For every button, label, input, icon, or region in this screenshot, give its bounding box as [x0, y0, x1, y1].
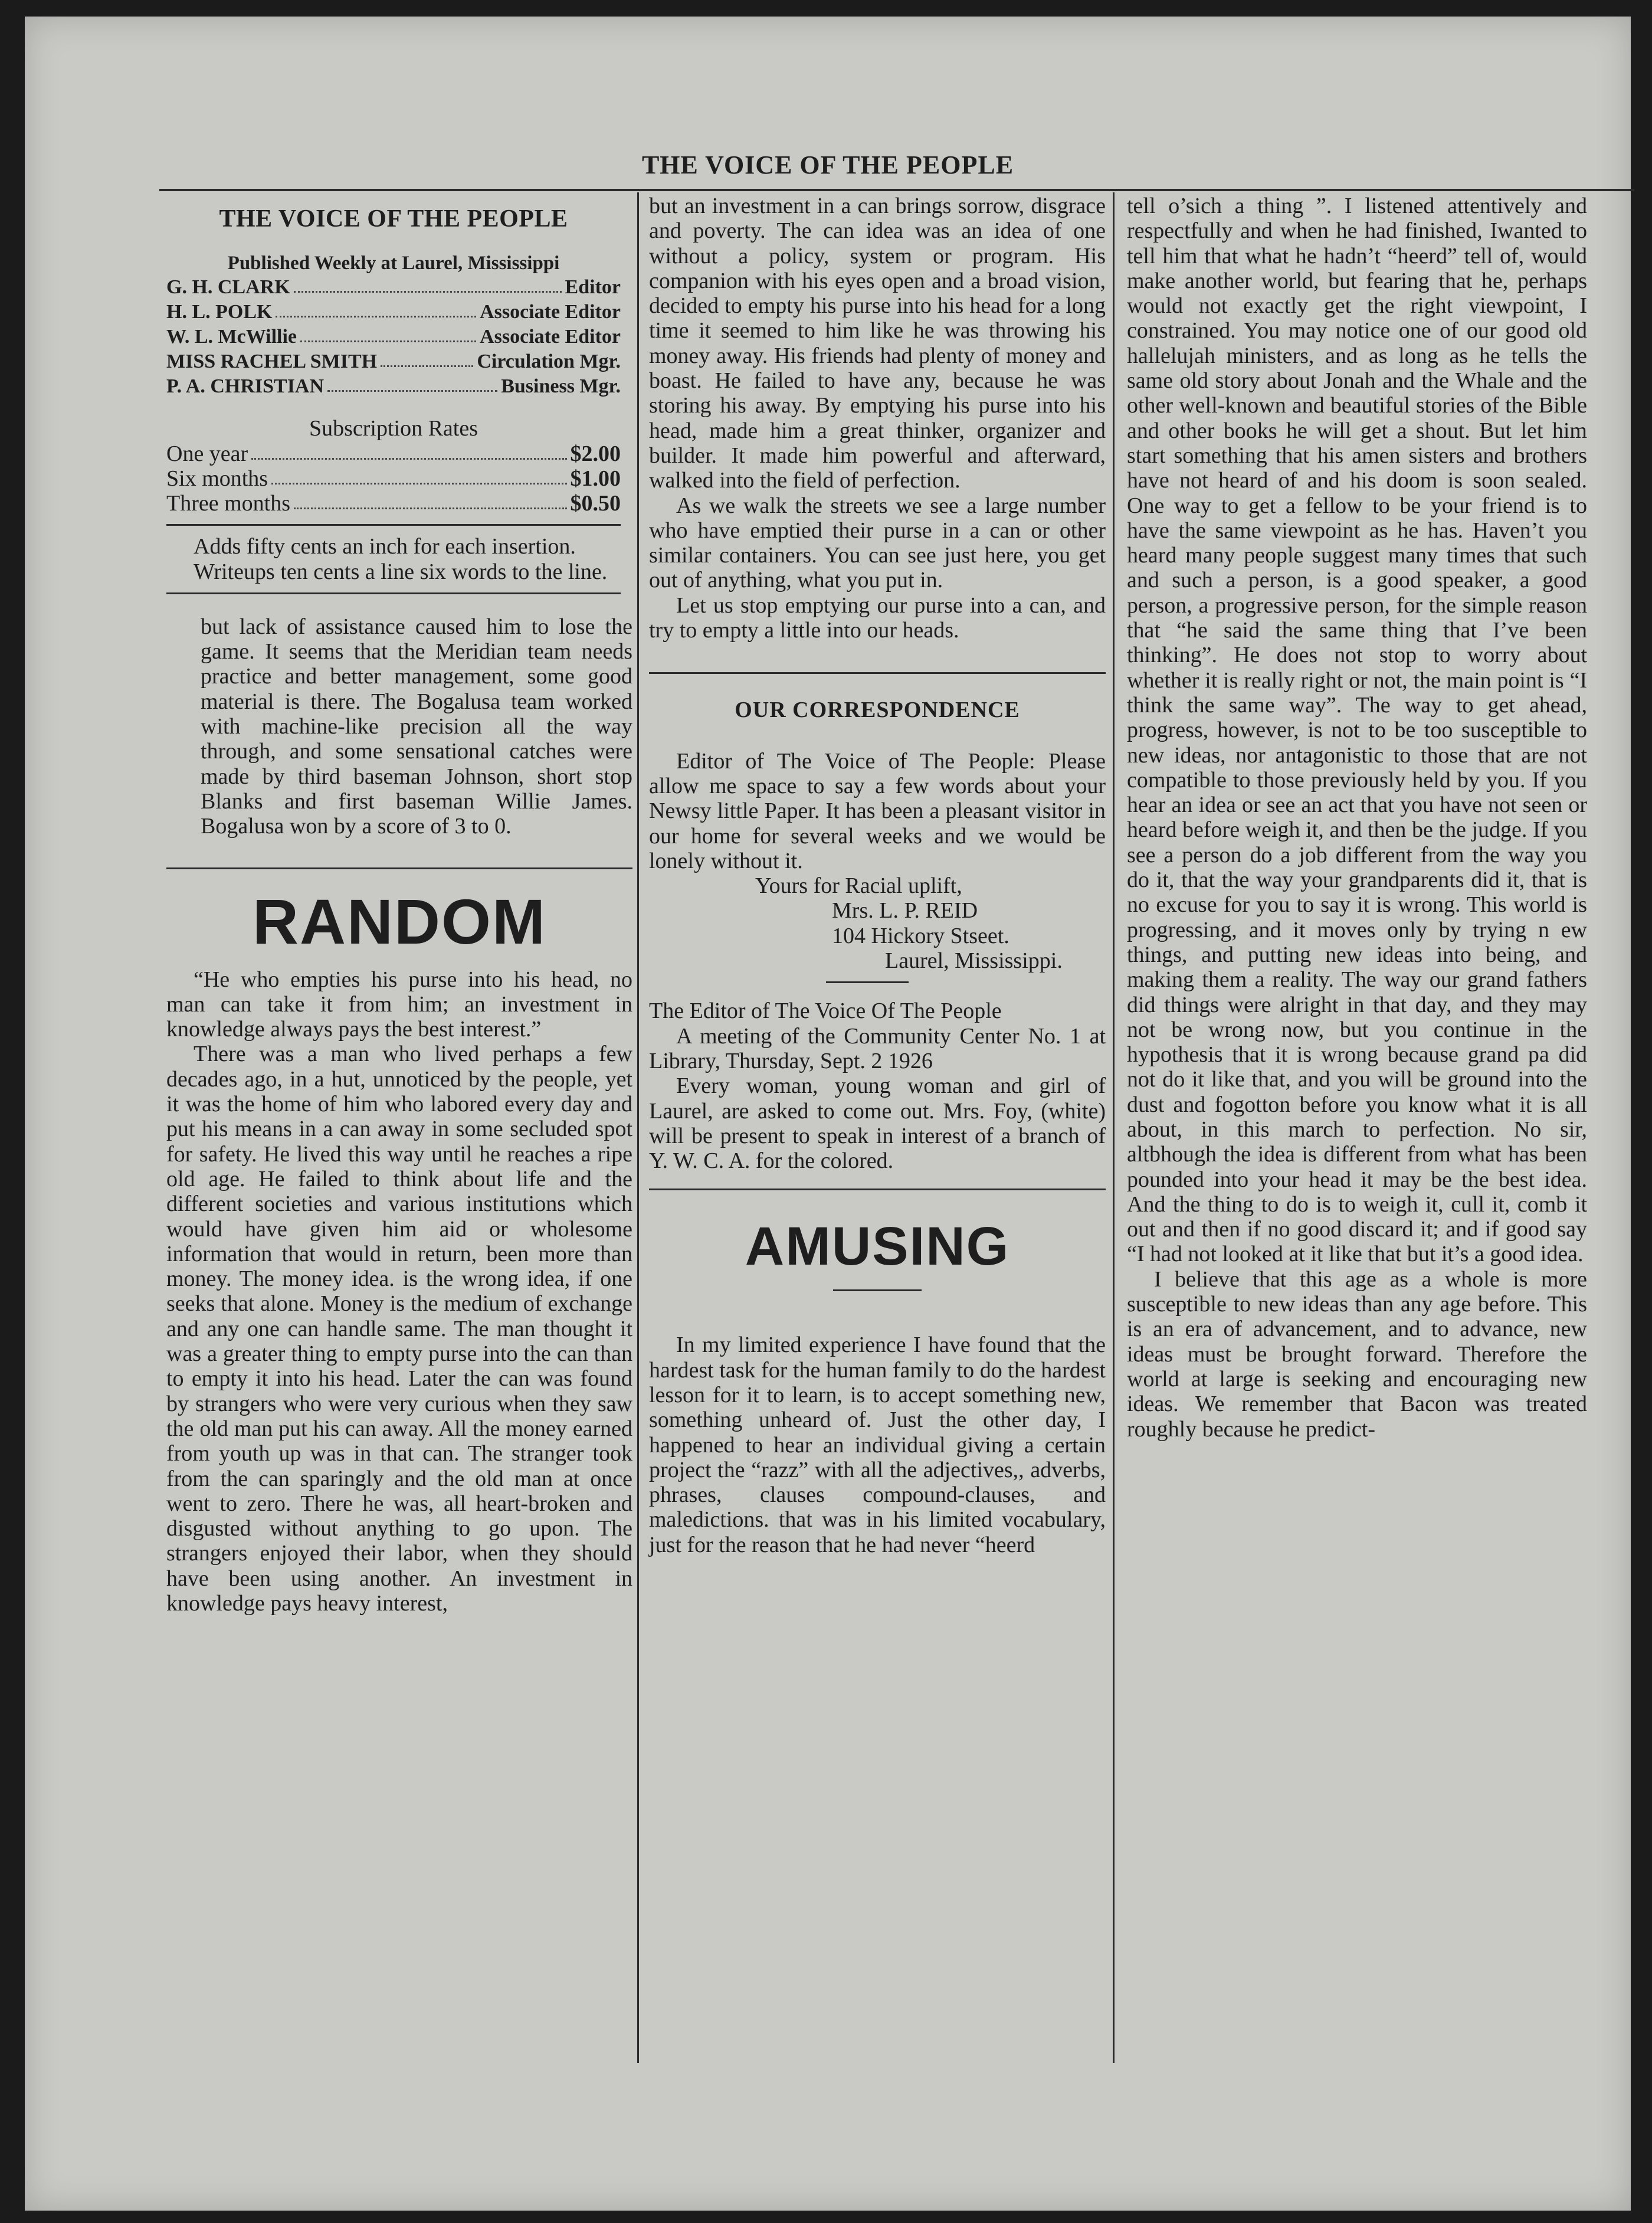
dot-leader: [294, 491, 566, 509]
signature-line: Mrs. L. P. REID: [832, 898, 978, 924]
letter-2-body: Every woman, young woman and girl of Laurel, are asked to come out. Mrs. Foy, (white) will be present to speak in interest of a branch of Y. W. C. A. for the colored.: [649, 1073, 1106, 1174]
dot-leader: [300, 325, 476, 342]
signature-line: Yours for Racial uplift,: [755, 873, 962, 899]
column-divider-1: [637, 192, 639, 2063]
letter-1-body: Editor of The Voice of The People: Please allow me space to say a few words about your Newsy little Paper. It has been a pleasant visitor in our home for several weeks and we would be lonely without it.: [649, 748, 1106, 873]
column-1: [166, 207, 632, 1616]
published-line: Published Weekly at Laurel, Mississippi: [227, 253, 560, 274]
letter-1-signature: [649, 873, 1106, 973]
staff-row: [166, 300, 621, 325]
staff-role: Associate Editor: [480, 326, 621, 348]
rate-row: [166, 466, 621, 491]
staff-name: P. A. CHRISTIAN: [166, 375, 324, 398]
amusing-body: In my limited experience I have found that the hardest task for the human family to do the hardest lesson for it to learn, is to accept something new, something unheard of. Just the other day, I happened to hear an individual giving a certain project the “razz” with all the adjectives,, adverbs, phrases, clauses compound-clauses, and maledictions. that was in his limited vocabulary, just for the reason that he had never “heerd: [649, 1333, 1106, 1557]
amusing-underline: [833, 1289, 922, 1291]
dot-leader: [327, 374, 497, 392]
rate-term: One year: [166, 441, 248, 467]
staff-name: W. L. McWillie: [166, 326, 297, 348]
staff-role: Associate Editor: [480, 301, 621, 323]
random-continued-1: but an investment in a can brings sorrow, disgrace and poverty. The can idea was an idea of one without a policy, system or program. His companion with his eyes open and a broad vision, decided to empty his purse into his head for a long time it seemed to him like he was throwing his money away. His friends had plenty of money and boast. He failed to have any, because he was storing his away. By emptying his purse into his head, made him a great thinker, organizer and builder. It made him powerful and afterward, walked into the field of perfection.: [649, 194, 1106, 493]
correspondence-rule: [649, 672, 1106, 674]
random-heading: RANDOM: [253, 885, 546, 957]
amusing-continued-2: I believe that this age as a whole is more susceptible to new ideas than any age before. This is an era of advancement, and to advance, new ideas must be brought forward. Therefore the world at large is seeking and encouraging new ideas. We remember that Bacon was treated roughly because he predict-: [1127, 1266, 1587, 1442]
dot-leader: [381, 349, 473, 367]
staff-role: Business Mgr.: [501, 375, 621, 398]
column-2: [649, 194, 1106, 1557]
rates-heading: Subscription Rates: [309, 416, 478, 441]
signature-line: Laurel, Mississippi.: [885, 948, 1063, 974]
staff-list: [166, 275, 621, 399]
masthead-title: THE VOICE OF THE PEOPLE: [219, 205, 568, 233]
header-rule: [159, 189, 1634, 191]
amusing-continued-1: tell o’sich a thing ”. I listened attentively and respectfully and when he had finished, Iwanted to tell him that what he hadn’t “heerd” tell of, would make another world, but fearing that he, perhaps would not exactly get the right viewpoint, I constrained. You may notice one of our good old hallelujah ministers, and as long as he tells the same old story about Jonah and the Whale and the other well-known and beautiful stories of the Bible and other books he will get a shout. But let him start something that his amen sisters and brothers have not heard of and his doom is soon sealed. One way to get a fellow to be your friend is to have the same viewpoint as he has. Haven’t you heard many people suggest many times that such and such a person, is a good speaker, a good person, a progressive person, for the simple reason that “he said the same thing that I’ve been thinking”. He does not stop to worry about whether it is really right or not, the main point is “I think the same way”. The way to get ahead, progress, however, is not to be too susceptible to new ideas, nor antagonistic to those that are not compatible to those previously held by you. If you hear an idea or see an act that you have not seen or heard before weigh it, and then be the judge. If you see a person do a job different from the way you do it, that the way your grandparents did it, that is no excuse for you to say it is wrong. This world is progressing, and it moves only by trying n ew things, and putting new ideas into being, and making them a reality. The way our grand fathers did things were alright in that day, and they may not be wrong now, but you continue in the hypothesis that it is wrong because grand pa did not do it like that, and you will be ground into the dust and fogotton before you know what it is all about, in this march to perfection. No sir, altbhough the idea is different from what has been pounded into your head it may be the best idea. And the thing to do is to weigh it, cull it, comb it out and then if no good discard it; and if good say “I had not looked at it like that but it’s a good idea.: [1127, 194, 1587, 1267]
rate-term: Three months: [166, 491, 291, 516]
random-continued-2: As we walk the streets we see a large number who have emptied their purse in a can or other similar containers. You can see just here, you get out of anything, what you put in.: [649, 493, 1106, 593]
baseball-article: but lack of assistance caused him to lose the game. It seems that the Meridian team needs practice and better management, some good material is there. The Bogalusa team worked with machine-like precision all the way through, and some sensational catches were made by third baseman Johnson, short stop Blanks and first baseman Willie James. Bogalusa won by a score of 3 to 0.: [201, 614, 632, 839]
newspaper-page: [25, 17, 1631, 2211]
dot-leader: [276, 300, 476, 317]
column-3: [1127, 194, 1587, 1442]
staff-role: Editor: [565, 276, 621, 299]
rate-row: [166, 491, 621, 516]
signature-line: 104 Hickory Stseet.: [832, 923, 1009, 948]
staff-name: MISS RACHEL SMITH: [166, 351, 378, 373]
random-quote: “He who empties his purse into his head, no man can take it from him; an investment in knowledge always pays the best interest.”: [166, 967, 632, 1042]
correspondence-heading: OUR CORRESPONDENCE: [735, 698, 1020, 723]
letter-divider: [826, 981, 909, 983]
section-divider: [166, 867, 632, 869]
ads-note: Adds fifty cents an inch for each insertion.: [194, 534, 576, 559]
masthead-rule: [166, 524, 621, 526]
running-header: THE VOICE OF THE PEOPLE: [641, 150, 1014, 179]
dot-leader: [271, 466, 566, 484]
dot-leader: [251, 441, 566, 460]
rate-term: Six months: [166, 466, 268, 492]
random-body: There was a man who lived perhaps a few decades ago, in a hut, unnoticed by the people, yet it was the home of him who labored every day and put his means in a can away in some secluded spot for safety. He lived this way until he reaches a ripe old age. He failed to think about life and the different societies and various institutions which would have given him aid or wholesome information that would in return, been more than money. The money idea. is the wrong idea, if one seeks that alone. Money is the medium of exchange and any one can handle same. The man thought it was a greater thing to empty purse into the can than to empty it into his head. Later the can was found by strangers who were very curious when they saw the old man put his can away. All the money earned from youth up was in that can. The stranger took from the can sparingly and the old man at once went to zero. There he was, all heart-broken and disgusted without anything to go upon. The strangers enjoyed their labor, when they should have been using another. An investment in knowledge pays heavy interest,: [166, 1042, 632, 1616]
staff-row: [166, 275, 621, 300]
staff-role: Circulation Mgr.: [477, 351, 621, 373]
dot-leader: [294, 275, 562, 293]
staff-row: [166, 349, 621, 374]
staff-name: G. H. CLARK: [166, 276, 290, 299]
staff-row: [166, 374, 621, 399]
rate-price: $0.50: [570, 491, 621, 516]
amusing-rule: [649, 1189, 1106, 1190]
amusing-heading: AMUSING: [745, 1216, 1010, 1277]
staff-name: H. L. POLK: [166, 301, 273, 323]
column-divider-2: [1113, 192, 1115, 2063]
random-continued-3: Let us stop emptying our purse into a can, and try to empty a little into our heads.: [649, 592, 1106, 643]
rate-row: [166, 441, 621, 466]
writeups-note: Writeups ten cents a line six words to the line.: [194, 559, 608, 584]
letter-2-notice: A meeting of the Community Center No. 1 at Library, Thursday, Sept. 2 1926: [649, 1023, 1106, 1073]
masthead-bottom-rule: [166, 592, 621, 594]
masthead: [166, 207, 632, 594]
staff-row: [166, 325, 621, 349]
letter-2-salutation: The Editor of The Voice Of The People: [649, 998, 1002, 1024]
rates-list: [166, 441, 621, 516]
rate-price: $1.00: [570, 466, 621, 492]
rate-price: $2.00: [570, 441, 621, 467]
